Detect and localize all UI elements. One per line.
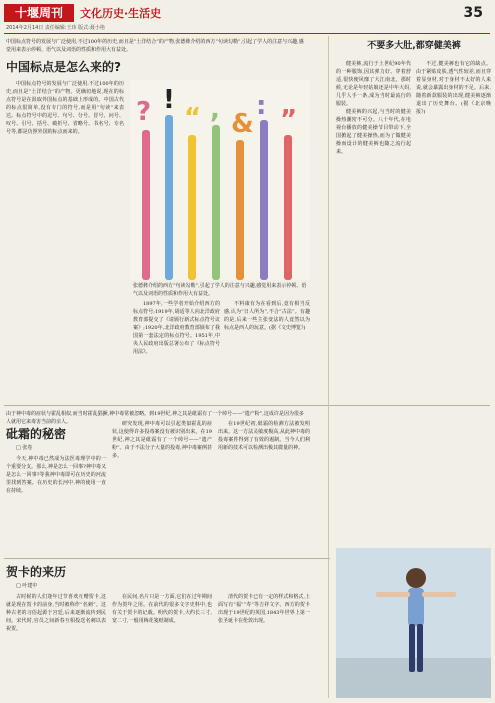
sidebar-title: 不要多大肚,都穿健美裤 [367, 41, 461, 51]
sidebar-column-1 [336, 60, 411, 540]
punctuation-pencils-photo [130, 80, 310, 280]
article1-title: 中国标点是怎么来的? [6, 60, 121, 74]
article2-col3-text: 在19世纪初,砒霜的检测方法被发明出来。这一方法灵敏度极高,从此神中毒的投毒案件得到了有效的遏制。当今人们利用新的技术可以检测出极其微量的神。 [218, 421, 310, 451]
photo-caption: 张德彝介绍的西方“句读勾勒”,引起了学人的注意与兴趣,感觉用来表示停顿、语气以及词语的性质和作用大有益处。 [133, 283, 307, 297]
article3-col2-text: 在民间,名片只是一方面,它们在过年期间作为贺年之用。在前代的很多文字史料中,也有关于贺卡的记载。明代的贺卡,大约长三寸,宽二寸,一般用梅花笺纸制成。 [112, 594, 212, 624]
column-divider [328, 36, 329, 698]
article2-column-3 [218, 420, 310, 555]
article2-deck: 由于神中毒的症状与霍乱相似,而当时霍乱猖獗,神中毒常被忽略。到19世纪,神之其是砒霜有了一个绰号——“遗产粉”,这成许是因为很多人就用它来毒害当前的亲人。 [6, 411, 304, 425]
aerobics-photo [336, 548, 491, 698]
svg-text::: : [256, 91, 267, 121]
masthead [0, 0, 495, 36]
article3-byline: □ 叶建中 [16, 583, 38, 589]
issue-meta: 2014年2月14日 责任编辑:王玮 版式:聂小艳 [6, 25, 105, 31]
article1-col2-text: 1897年,一些学者开始介绍西方的标点符号;1919年,胡适等人向北洋政府教育部提交了《请颁行新式标点符号议案》;1920年,北洋政府教育部颁布了我国第一套法定的标点符号。1951年,中央人民政府出版总署公布了《标点符号用法》。 [133, 301, 220, 355]
sidebar-text-2: 健美裤的兴起,与当时的健美操热潮密不可分。八十年代,在电视台播放的健美操节目带动下,全国掀起了健美操热,而为了做健美操而设计的健美裤也随之流行起来。 [336, 109, 411, 155]
article1-column-2 [133, 300, 220, 400]
article1-col3-text: 不料康有为在看到后,竟有相当反感,认为“日人所为”,不合“古法”。有趣的是,后来一些主张变法的人竟然以为标点是西人的玩意。(据《文史博览》) [224, 301, 310, 331]
page-number: 35 [463, 5, 483, 21]
masthead-rule [4, 33, 490, 34]
section-divider-2 [4, 558, 330, 559]
article2-title: 砒霜的秘密 [6, 427, 67, 441]
article3-column-1 [6, 593, 106, 698]
svg-text:?: ? [136, 97, 152, 127]
svg-text:“: “ [184, 103, 202, 133]
article1-column-1 [6, 80, 124, 400]
article1-col1-text: 中国标点符号的发展与广泛使用,不过100年的历史,而且是“土洋结合”的产物。更确切地说,现在的标点符号是在汲取外国标点的基础上形成的。中国古代的标点很简单,没有专门的符号,而是用“句读”来表达。标点符号中的逗号、句号、分号、冒号、问号、叹号、引号、括号、破折号、省略号、书名号、专名号等,都是仿照外国的标点而来的。 [6, 81, 124, 135]
section-label: 文化历史·生活史 [80, 7, 162, 20]
brand-logo: 十堰周刊 [4, 4, 74, 22]
article2-col2-text: 研究发现,神中毒可以引起类似霍乱的症状,这使得许多投毒案没有被识别出来。在19世纪,神之其是砒霜有了一个绰号——“遗产粉”。由于不法分子大量的投毒,神中毒案例甚多。 [112, 421, 212, 459]
sidebar-column-2 [416, 60, 491, 540]
article2-column-1 [6, 455, 106, 555]
article2-column-2 [112, 420, 212, 555]
article3-column-2 [112, 593, 212, 698]
article3-title: 贺卡的来历 [6, 565, 67, 579]
svg-text:”: ” [280, 105, 298, 135]
article1-deck: 中国标点符号的发展与广泛使用,不过100年的历史,而且是“土洋结合”的产物,张德彝介绍的西方“句读勾勒”,引起了学人的注意与兴趣,感觉用来表示停顿、语气以及词语的性质和作用大有益处。 [6, 39, 304, 53]
sidebar-text-1: 健美裤,流行于上世纪90年代的一种服饰,因其弹力好、穿着舒适,很快便风靡了大江南北。那时候,无论是年轻姑娘还是中年大妈,几乎人手一条,成为当时最流行的服装。 [336, 61, 411, 107]
pencils-illustration [130, 80, 310, 280]
aerobics-illustration [336, 548, 491, 698]
article3-column-3 [218, 593, 310, 698]
article3-col1-text: 古时候的人们逢年过节喜欢互赠贺卡,这就是现在贺卡的前身,当时被称作“名刺”。这种古老的习俗起源于宫廷,后来逐渐流传到民间。宋代时,官员之间新春互相投送名刺以表祝贺。 [6, 594, 106, 632]
svg-text:,: , [210, 95, 220, 125]
sidebar-text-3: 不过,健美裤也有它的缺点。由于紧贴皮肤,透气性较差,而且穿着显身材,对于身材不太好的人来说,就会暴露出身材的不足。后来,随着新款服装的出现,健美裤逐渐退出了历史舞台。(据《北京晚报》) [416, 61, 491, 115]
svg-text:&: & [231, 109, 254, 139]
article1-column-3 [224, 300, 310, 400]
article2-byline: □ 张卷 [16, 445, 33, 451]
article3-col3-text: 清代的贺卡已有一定的样式和格式,上面写有“福”“寿”等吉祥文字。西方的贺卡出现于19世纪的英国,1843年世界上第一张圣诞卡在伦敦出现。 [218, 594, 310, 624]
article2-col1-text: 今天,神中毒已然成为法医毒理学中的一个重要分支。那么,神是怎么一回事?神中毒又是怎么一回事?等我神中毒即可在历史的河流里找到答案。在历史的长河中,神的使用一直在持续。 [6, 456, 106, 494]
svg-text:!: ! [163, 85, 175, 115]
